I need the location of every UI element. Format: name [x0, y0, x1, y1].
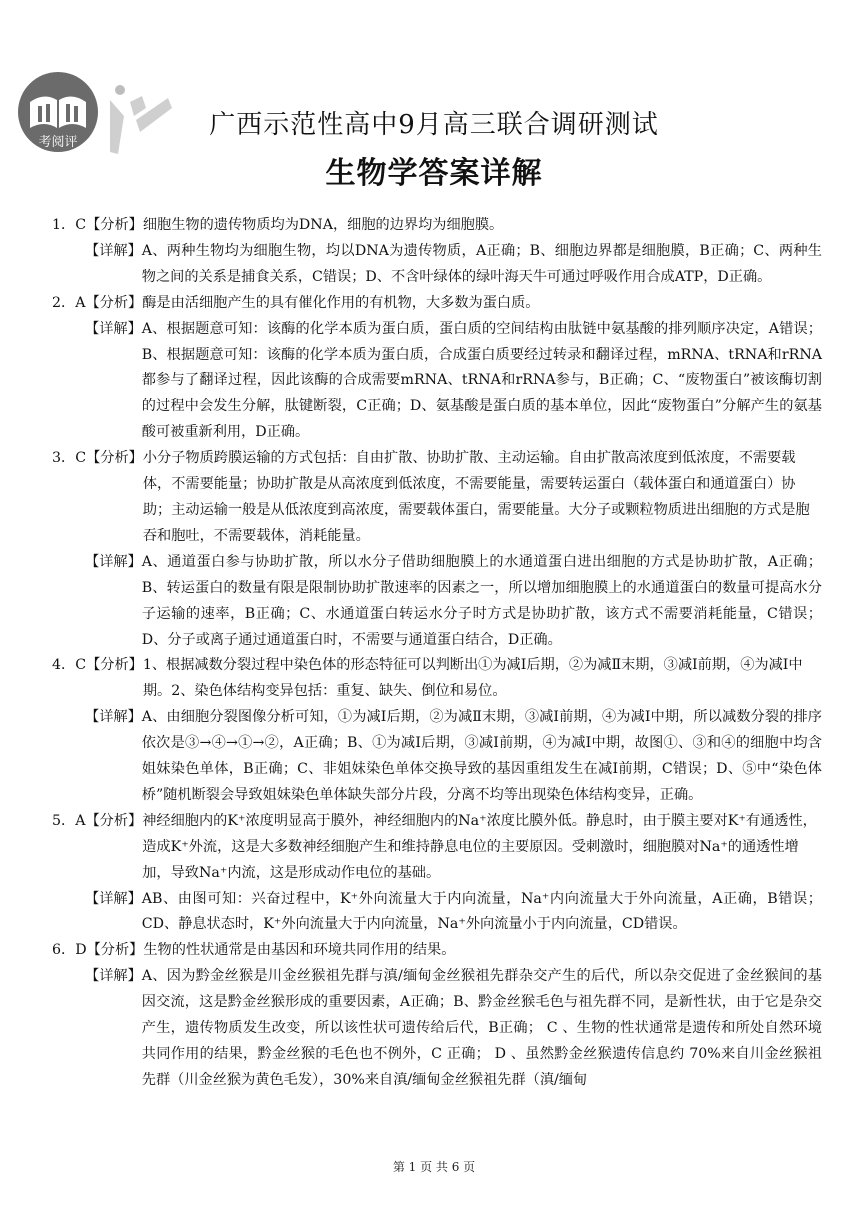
analysis-text: 酶是由活细胞产生的具有催化作用的有机物，大多数为蛋白质。 [142, 294, 540, 311]
question-3 [52, 446, 822, 653]
detail-text: A、由细胞分裂图像分析可知，①为减Ⅰ后期，②为减Ⅱ末期，③减Ⅰ前期，④为减Ⅰ中期，所以减数分裂的排序依次是③→④→①→②，A正确；B、①为减Ⅰ后期，③减Ⅰ前期，④为减Ⅰ中期，故图①、③和④的细胞中均含姐妹染色单体，B正确；C、非姐妹染色单体交换导致的基因重组发生在减Ⅰ前期，C错误；D、⑤中“染色体桥”随机断裂会导致姐妹染色单体缺失部分片段，分离不均等出现染色体结构变异，正确。 [141, 709, 822, 803]
question-number: 3．C【分析】 [52, 450, 143, 467]
analysis-text: 1、根据减数分裂过程中染色体的形态特征可以判断出①为减Ⅰ后期，②为减Ⅱ末期，③减Ⅰ前期，④为减Ⅰ中期。2、染色体结构变异包括：重复、缺失、倒位和易位。 [142, 657, 803, 700]
detail-label: 【详解】 [85, 242, 142, 259]
page-footer: 第 1 页 共 6 页 [392, 1160, 476, 1174]
page-title: 广西示范性高中9月高三联合调研测试 [209, 110, 659, 140]
detail-text: AB、由图可知：兴奋过程中，K⁺外向流量大于内向流量，Na⁺内向流量大于外向流量，A正确，B错误；CD、静息状态时，K⁺外向流量大于内向流量，Na⁺外向流量小于内向流量，CD错误。 [141, 890, 822, 933]
detail-label: 【详解】 [85, 320, 142, 337]
detail-label: 【详解】 [85, 709, 142, 726]
question-number: 6．D【分析】 [52, 942, 144, 959]
detail-label: 【详解】 [85, 553, 142, 570]
analysis-text: 神经细胞内的K⁺浓度明显高于膜外，神经细胞内的Na⁺浓度比膜外低。静息时，由于膜主要对K⁺有通透性，造成K⁺外流，这是大多数神经细胞产生和维持静息电位的主要原因。受刺激时，细胞膜对Na⁺的通透性增加，导致Na⁺内流，这是形成动作电位的基础。 [142, 812, 817, 881]
question-number: 5．A【分析】 [52, 812, 143, 829]
detail-label: 【详解】 [85, 890, 142, 907]
analysis-text: 小分子物质跨膜运输的方式包括：自由扩散、协助扩散、主动运输。自由扩散高浓度到低浓度，不需要载体，不需要能量；协助扩散是从高浓度到低浓度，不需要能量，需要转运蛋白（载体蛋白和通道蛋白）协助；主动运输一般是从低浓度到高浓度，需要载体蛋白，需要能量。大分子或颗粒物质进出细胞的方式是胞吞和胞吐，不需要载体，消耗能量。 [142, 450, 810, 544]
detail-label: 【详解】 [85, 968, 142, 985]
question-number: 2．A【分析】 [52, 294, 143, 311]
question-1 [52, 213, 822, 291]
detail-text: A、根据题意可知：该酶的化学本质为蛋白质，蛋白质的空间结构由肽链中氨基酸的排列顺序决定，A错误；B、根据题意可知：该酶的化学本质为蛋白质，合成蛋白质要经过转录和翻译过程，mRNA、tRNA和rRNA都参与了翻译过程，因此该酶的合成需要mRNA、tRNA和rRNA参与，B正确；C、“废物蛋白”被该酶切割的过程中会发生分解，肽键断裂，C正确；D、氨基酸是蛋白质的基本单位，因此“废物蛋白”分解产生的氨基酸可被重新利用，D正确。 [141, 320, 822, 441]
question-4 [52, 653, 822, 808]
analysis-text: 生物的性状通常是由基因和环境共同作用的结果。 [143, 942, 456, 959]
question-number: 4．C【分析】 [52, 657, 143, 674]
answer-list [52, 213, 822, 1094]
question-2 [52, 291, 822, 446]
detail-text: A、通道蛋白参与协助扩散，所以水分子借助细胞膜上的水通道蛋白进出细胞的方式是协助扩散，A正确；B、转运蛋白的数量有限是限制协助扩散速率的因素之一，所以增加细胞膜上的水通道蛋白的数量可提高水分子运输的速率，B正确；C、水通道蛋白转运水分子时方式是协助扩散，该方式不需要消耗能量，C错误；D、分子或离子通过通道蛋白时，不需要与通道蛋白结合，D正确。 [141, 553, 822, 648]
question-number: 1．C【分析】 [52, 217, 143, 233]
question-6 [52, 938, 822, 1093]
question-5 [52, 809, 822, 939]
logo-text: 考阅评 [38, 135, 78, 150]
analysis-text: 细胞生物的遗传物质均为DNA，细胞的边界均为细胞膜。 [142, 217, 504, 233]
detail-text: A、两种生物均为细胞生物，均以DNA为遗传物质，A正确；B、细胞边界都是细胞膜，B正确；C、两种生物之间的关系是捕食关系，C错误；D、不含叶绿体的绿叶海天牛可通过呼吸作用合成ATP，D正确。 [141, 242, 822, 285]
detail-text: A、因为黔金丝猴是川金丝猴祖先群与滇/缅甸金丝猴祖先群杂交产生的后代，所以杂交促进了金丝猴间的基因交流，这是黔金丝猴形成的重要因素，A正确；B、黔金丝猴毛色与祖先群不同，是新性状，由于它是杂交产生，遗传物质发生改变，所以该性状可遗传给后代，B正确； C 、生物的性状通常是遗传和所处自然环境共同作用的结果，黔金丝猴的毛色也不例外，C 正确； D 、虽然黔金丝猴遗传信息约 70%来自川金丝猴祖先群（川金丝猴为黄色毛发），30%来自滇/缅甸金丝猴祖先群（滇/缅甸 [141, 968, 822, 1088]
page-subtitle: 生物学答案详解 [325, 156, 543, 191]
